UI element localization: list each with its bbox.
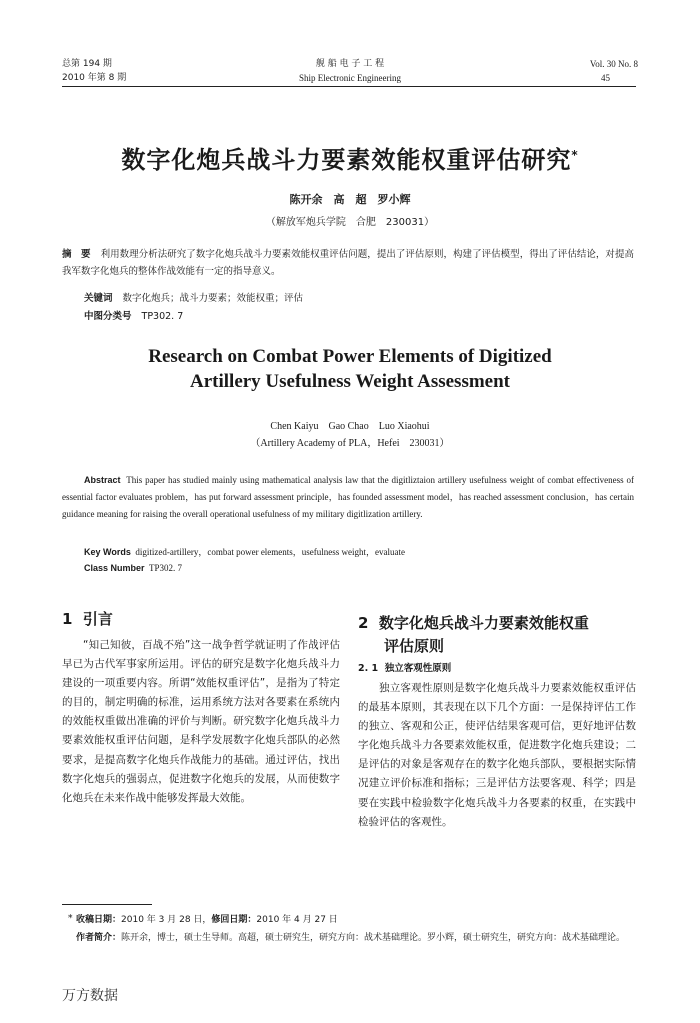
- section-2-paragraph: 独立客观性原则是数字化炮兵战斗力要素效能权重评估的最基本原则，其表现在以下几个方面：一是保持评估工作的独立、客观和公正，使评估结果客观可信，更好地评估数字化炮兵战斗力各要素效能权重，促进数字化炮兵建设；二是评估的对象是客观存在的数字化炮兵部队，要根据实际情况建立评价标准和指标；三是评估方法要客观、科学；四是要在实践中检验数字化炮兵战斗力各要素的权重，在实践中检验评估的客观性。: [358, 682, 636, 828]
- class-en-label: Class Number: [84, 563, 145, 573]
- volume-number: Vol. 30 No. 8: [589, 59, 638, 69]
- bio-text: 陈开余，博士，硕士生导师。高超，硕士研究生，研究方向：战术基础理论。罗小辉，硕士研究生，研究方向：战术基础理论。: [121, 933, 626, 943]
- section-2-heading: [358, 612, 636, 658]
- abstract-en-label: Abstract: [84, 475, 121, 485]
- section-1-title: 引言: [82, 610, 113, 628]
- class-number-en: [84, 563, 634, 573]
- section-1-heading: [62, 608, 113, 631]
- revised-label: 修回日期：: [211, 915, 257, 925]
- keywords-cn-label: 关键词: [84, 293, 113, 304]
- received-label: 收稿日期：: [76, 915, 122, 925]
- keywords-en-text: digitized-artillery，combat power elements，usefulness weight，evaluate: [135, 547, 406, 557]
- abstract-cn-label: 摘 要: [62, 249, 91, 260]
- footnote-rule: [62, 904, 152, 905]
- footnote-dates: [76, 912, 636, 929]
- subsection-2-1-title: 独立客观性原则: [384, 663, 452, 674]
- keywords-cn-text: 数字化炮兵；战斗力要素；效能权重；评估: [122, 293, 304, 304]
- abstract-cn-text: 利用数理分析法研究了数字化炮兵战斗力要素效能权重评估问题，提出了评估原则，构建了评估模型，得出了评估结论，对提高我军数字化炮兵的整体作战效能有一定的指导意义。: [62, 249, 634, 277]
- title-en-line-2: Artillery Usefulness Weight Assessment: [190, 371, 510, 392]
- affiliation-en: （Artillery Academy of PLA，Hefei 230031）: [250, 438, 450, 449]
- received-date: 2010 年 3 月 28 日，: [121, 915, 212, 925]
- keywords-en-label: Key Words: [84, 547, 131, 557]
- watermark: 万方数据: [62, 988, 118, 1004]
- revised-date: 2010 年 4 月 27 日: [256, 915, 338, 925]
- class-cn-label: 中图分类号: [84, 311, 132, 322]
- abstract-en-text: This paper has studied mainly using mathematical analysis law that the digitliztaion artillery usefulness weight of combat effectiveness of essential factor evaluates problem，has put forward assessment principle，has founded assessment model，has reached assessment conclusion，has certain guidance meaning for raising the overall operational usefulness of my military digitlization artillery.: [62, 475, 634, 519]
- bio-label: 作者简介：: [76, 933, 122, 943]
- class-number-cn: [84, 308, 634, 322]
- page-number: 45: [601, 73, 610, 83]
- journal-name-cn: 舰 船 电 子 工 程: [315, 59, 385, 69]
- abstract-cn: [62, 246, 634, 280]
- subsection-2-1-heading: [358, 660, 451, 674]
- title-en-line-1: Research on Combat Power Elements of Digitized: [148, 346, 552, 367]
- issue-date: 2010 年第 8 期: [62, 73, 127, 83]
- class-en-text: TP302. 7: [149, 563, 183, 573]
- journal-name-en: Ship Electronic Engineering: [299, 73, 401, 83]
- title-footnote-mark: *: [571, 148, 579, 162]
- affiliation-cn: （解放军炮兵学院 合肥 230031）: [265, 217, 435, 228]
- section-2-number: 2: [358, 614, 369, 632]
- subsection-2-1-number: 2. 1: [358, 663, 379, 674]
- section-1-paragraph: “知己知彼，百战不殆”这一战争哲学就证明了作战评估早已为古代军事家所运用。评估的研究是数字化炮兵战斗力建设的一项重要内容。所谓“效能权重评估”，是指为了特定的目的，制定明确的标准，运用系统方法对各要素在系统内的效能权重做出准确的评价与判断。研究数字化炮兵战斗力要素效能权重评估问题，是科学发展数字化炮兵部队的必然要求，是提高数字化炮兵作战能力的基础。通过评估，找出数字化炮兵的强弱点，促进数字化炮兵的发展，从而使数字化炮兵在未来作战中能够发挥最大效能。: [62, 639, 340, 804]
- abstract-en: [62, 472, 634, 523]
- keywords-en: [84, 545, 634, 558]
- class-cn-text: TP302. 7: [141, 311, 184, 322]
- issue-total: 总第 194 期: [62, 59, 112, 69]
- section-2-title-line-1: 2 数字化炮兵战斗力要素效能权重: [358, 614, 589, 632]
- header-rule: [62, 86, 636, 87]
- footnote-bullet: *: [68, 914, 73, 924]
- section-1-number: 1: [62, 610, 73, 628]
- authors-cn: 陈开余 高 超 罗小辉: [289, 193, 411, 206]
- title-en: [0, 344, 700, 394]
- section-2-title-line-2: 评估原则: [384, 637, 445, 655]
- authors-en: Chen Kaiyu Gao Chao Luo Xiaohui: [270, 421, 430, 432]
- keywords-cn: [84, 290, 634, 304]
- title-cn: 数字化炮兵战斗力要素效能权重评估研究*: [121, 146, 579, 174]
- footnote-bio: [76, 930, 636, 947]
